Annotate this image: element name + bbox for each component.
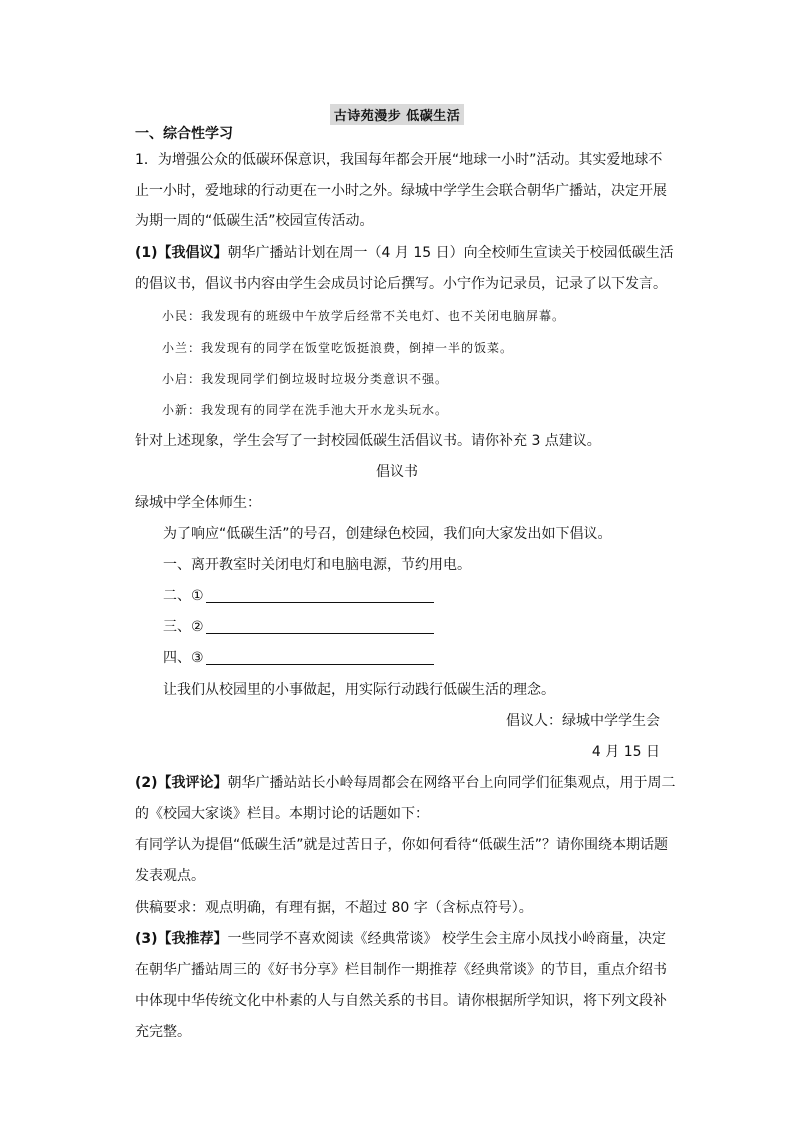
question-1-line-3: 为期一周的“低碳生活”校园宣传活动。 xyxy=(135,213,374,229)
part-1-text-1: 朝华广播站计划在周一（4 月 15 日）向全校师生宣读关于校园低碳生活 xyxy=(227,245,674,261)
quote-xiaomin: 小民：我发现有的班级中午放学后经常不关电灯、也不关闭电脑屏幕。 xyxy=(162,309,566,323)
letter-salutation: 绿城中学全体师生： xyxy=(135,495,261,511)
page-title xyxy=(0,104,794,125)
part-1-instruction: 针对上述现象，学生会写了一封校园低碳生活倡议书。请你补充 3 点建议。 xyxy=(135,433,601,449)
part-3-line-2: 在朝华广播站周三的《好书分享》栏目制作一期推荐《经典常谈》的节目，重点介绍书 xyxy=(135,962,667,978)
quote-xiaoqi: 小启：我发现同学们倒垃圾时垃圾分类意识不强。 xyxy=(162,372,449,386)
part-2-text-1: 朝华广播站站长小岭每周都会在网络平台上向同学们征集观点，用于周二 xyxy=(227,775,676,791)
part-3-line-3: 中体现中华传统文化中朴素的人与自然关系的书目。请你根据所学知识，将下列文段补 xyxy=(135,993,667,1009)
answer-blank-1[interactable] xyxy=(206,588,434,603)
item-4-label: 四、③ xyxy=(163,650,204,666)
letter-signer: 倡议人：绿城中学学生会 xyxy=(506,713,660,729)
part-3-text-1: 一些同学不喜欢阅读《经典常谈》 校学生会主席小凤找小岭商量，决定 xyxy=(227,931,666,947)
part-2-tag: (2)【我评论】 xyxy=(135,775,228,791)
answer-blank-2[interactable] xyxy=(206,619,434,634)
title-text: 古诗苑漫步 低碳生活 xyxy=(330,104,465,125)
letter-date: 4 月 15 日 xyxy=(591,744,660,760)
letter-item-3 xyxy=(163,617,434,637)
part-1-tag: (1)【我倡议】 xyxy=(135,245,228,261)
part-2-line-2: 的《校园大家谈》栏目。本期讨论的话题如下： xyxy=(135,806,429,822)
part-1-line-1 xyxy=(135,243,674,263)
section-heading: 一、综合性学习 xyxy=(135,126,233,142)
answer-blank-3[interactable] xyxy=(206,650,434,665)
part-2-line-4: 发表观点。 xyxy=(135,868,205,884)
part-3-tag: (3)【我推荐】 xyxy=(135,931,228,947)
part-2-line-3: 有同学认为提倡“低碳生活”就是过苦日子，你如何看待“低碳生活”？请你围绕本期话题 xyxy=(135,837,669,853)
part-2-line-1 xyxy=(135,773,676,793)
item-3-label: 三、② xyxy=(163,619,204,635)
part-2-line-5: 供稿要求：观点明确，有理有据，不超过 80 字（含标点符号）。 xyxy=(135,900,533,916)
quote-xiaolan: 小兰：我发现有的同学在饭堂吃饭挺浪费，倒掉一半的饭菜。 xyxy=(162,341,514,355)
letter-intro: 为了响应“低碳生活”的号召，创建绿色校园，我们向大家发出如下倡议。 xyxy=(163,526,612,542)
letter-item-1: 一、离开教室时关闭电灯和电脑电源，节约用电。 xyxy=(163,557,471,573)
quote-xiaoxin: 小新：我发现有的同学在洗手池大开水龙头玩水。 xyxy=(162,403,449,417)
letter-closing: 让我们从校园里的小事做起，用实际行动践行低碳生活的理念。 xyxy=(163,682,555,698)
item-2-label: 二、① xyxy=(163,588,204,604)
letter-heading: 倡议书 xyxy=(376,464,418,480)
part-3-line-1 xyxy=(135,929,666,949)
part-3-line-4: 充完整。 xyxy=(135,1024,191,1040)
part-1-line-2: 的倡议书，倡议书内容由学生会成员讨论后撰写。小宁作为记录员，记录了以下发言。 xyxy=(135,276,667,292)
letter-item-2 xyxy=(163,586,434,606)
question-1-line-2: 止一小时，爱地球的行动更在一小时之外。绿城中学学生会联合朝华广播站，决定开展 xyxy=(135,183,667,199)
letter-item-4 xyxy=(163,648,434,668)
question-1-line-1: 1．为增强公众的低碳环保意识，我国每年都会开展“地球一小时”活动。其实爱地球不 xyxy=(135,152,663,168)
